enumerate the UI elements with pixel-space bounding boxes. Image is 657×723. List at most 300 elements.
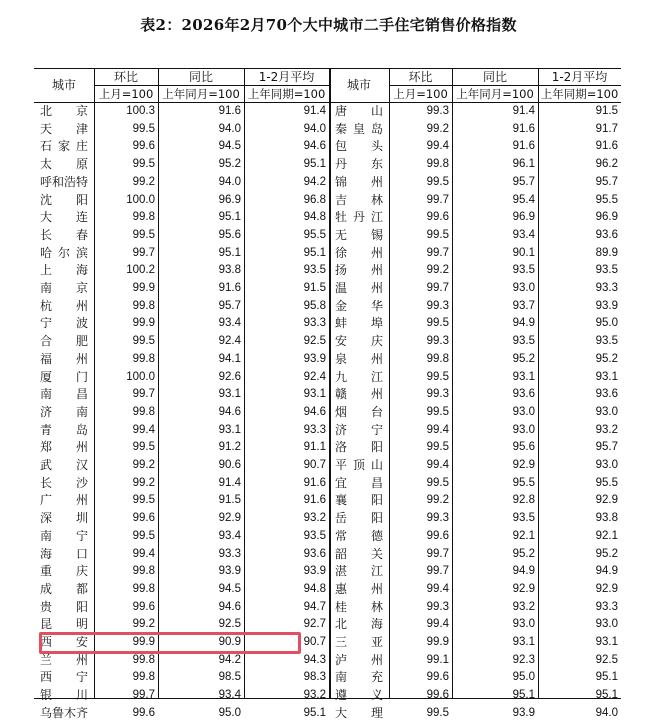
avg-index: 93.6	[303, 547, 326, 560]
mom-index: 99.5	[426, 706, 449, 719]
mom-index: 99.8	[132, 653, 155, 666]
mom-index: 99.6	[132, 512, 155, 525]
yoy-index: 95.1	[218, 211, 241, 224]
yoy-index: 91.6	[218, 282, 241, 294]
avg-index: 95.5	[595, 476, 618, 489]
table-row	[34, 245, 621, 263]
yoy-index: 91.5	[218, 494, 241, 507]
yoy-index: 93.4	[512, 228, 535, 241]
yoy-index: 91.6	[512, 140, 535, 153]
yoy-index: 95.6	[218, 228, 241, 241]
city-name: 重庆	[40, 564, 88, 579]
mom-index: 99.2	[426, 264, 449, 277]
mom-index: 99.8	[132, 299, 155, 312]
mom-index: 99.8	[426, 158, 449, 171]
avg-index: 95.1	[595, 671, 618, 684]
city-name: 大理	[335, 705, 383, 720]
yoy-index: 92.1	[512, 529, 535, 542]
city-name: 常德	[335, 528, 383, 543]
city-name: 石家庄	[40, 139, 88, 154]
yoy-index: 95.7	[218, 299, 241, 312]
yoy-index: 94.5	[218, 582, 241, 595]
avg-index: 93.6	[595, 388, 618, 401]
mom-index: 99.6	[132, 600, 155, 613]
city-name: 牡丹江	[335, 210, 383, 225]
yoy-index: 93.1	[512, 636, 535, 648]
city-name: 西安	[40, 635, 88, 649]
avg-index: 94.0	[303, 122, 326, 135]
mom-index: 99.5	[426, 370, 449, 383]
yoy-index: 93.8	[218, 264, 241, 277]
mom-index: 99.5	[132, 494, 155, 507]
mom-index: 99.9	[426, 636, 449, 648]
city-name: 吉林	[335, 192, 383, 207]
yoy-index: 90.6	[218, 459, 241, 471]
city-name: 桂林	[335, 599, 383, 614]
table-row	[34, 315, 621, 333]
avg-index: 95.2	[595, 547, 618, 560]
city-name: 福州	[40, 351, 88, 366]
mom-index: 99.4	[132, 547, 155, 560]
header-avg: 1-2月平均	[551, 70, 608, 84]
city-name: 北京	[40, 104, 88, 118]
city-name: 大连	[40, 210, 88, 225]
table-row	[34, 138, 621, 156]
avg-index: 92.7	[303, 618, 326, 631]
yoy-index: 93.4	[218, 529, 241, 542]
header-yoy-base: 上年同月=100	[162, 87, 240, 101]
yoy-index: 93.7	[512, 299, 535, 312]
city-name: 九江	[335, 369, 383, 384]
yoy-index: 95.1	[218, 246, 241, 259]
city-name: 成都	[40, 581, 88, 596]
avg-index: 93.9	[303, 565, 326, 578]
yoy-index: 93.2	[512, 600, 535, 613]
mom-index: 99.8	[426, 352, 449, 365]
mom-index: 99.8	[132, 671, 155, 684]
mom-index: 99.8	[132, 405, 155, 418]
avg-index: 91.6	[303, 494, 326, 507]
table-row	[34, 280, 621, 298]
city-name: 南昌	[40, 387, 88, 402]
header-mom-base: 上月=100	[393, 87, 448, 101]
mom-index: 99.5	[132, 529, 155, 542]
city-name: 合肥	[40, 334, 88, 349]
mom-index: 99.2	[426, 494, 449, 507]
table-row	[34, 121, 621, 139]
avg-index: 93.2	[303, 689, 326, 702]
avg-index: 94.7	[303, 600, 326, 613]
city-name: 襄阳	[335, 493, 383, 508]
city-name: 长春	[40, 227, 88, 242]
yoy-index: 93.1	[218, 388, 241, 401]
yoy-index: 92.4	[218, 335, 241, 348]
mom-index: 99.7	[132, 388, 155, 401]
yoy-index: 95.2	[218, 158, 241, 171]
mom-index: 99.4	[426, 618, 449, 631]
avg-index: 91.5	[595, 105, 618, 117]
header-mom: 环比	[408, 70, 433, 84]
city-name: 安庆	[335, 334, 383, 349]
city-name: 泉州	[335, 351, 383, 366]
mom-index: 99.6	[132, 140, 155, 153]
city-name: 蚌埠	[335, 316, 383, 331]
table-row	[34, 369, 621, 387]
yoy-index: 91.4	[218, 476, 241, 489]
mom-index: 99.8	[132, 352, 155, 365]
avg-index: 91.4	[303, 105, 326, 117]
city-name: 徐州	[335, 245, 383, 260]
mom-index: 99.5	[132, 228, 155, 241]
yoy-index: 96.9	[218, 193, 241, 206]
avg-index: 94.2	[303, 175, 326, 188]
avg-index: 95.1	[595, 689, 618, 702]
yoy-index: 93.0	[512, 282, 535, 294]
avg-index: 94.6	[303, 405, 326, 418]
city-name: 南充	[335, 670, 383, 685]
mom-index: 99.4	[426, 140, 449, 153]
avg-index: 95.0	[595, 317, 618, 330]
city-name: 杭州	[40, 298, 88, 313]
mom-index: 99.9	[132, 282, 155, 294]
table-row	[34, 528, 621, 546]
yoy-index: 93.5	[512, 335, 535, 348]
mom-index: 100.0	[126, 193, 155, 206]
city-name: 深圳	[40, 511, 88, 526]
yoy-index: 92.5	[218, 618, 241, 631]
mom-index: 99.4	[132, 423, 155, 436]
mom-index: 99.6	[426, 689, 449, 702]
mom-index: 99.4	[426, 423, 449, 436]
avg-index: 95.7	[595, 441, 618, 454]
avg-index: 92.1	[595, 529, 618, 542]
yoy-index: 94.6	[218, 600, 241, 613]
city-name: 昆明	[40, 617, 88, 632]
city-name: 金华	[335, 298, 383, 313]
table-row	[34, 422, 621, 440]
city-name: 济宁	[335, 422, 383, 437]
city-name: 厦门	[40, 369, 88, 384]
city-name: 扬州	[335, 263, 383, 278]
city-name: 岳阳	[335, 511, 383, 526]
table-row	[34, 510, 621, 528]
city-name: 青岛	[40, 422, 88, 437]
city-name: 温州	[335, 281, 383, 295]
mom-index: 99.5	[132, 441, 155, 454]
mom-index: 99.9	[132, 317, 155, 330]
avg-index: 93.0	[595, 405, 618, 418]
city-name: 太原	[40, 157, 88, 172]
yoy-index: 95.2	[512, 547, 535, 560]
avg-index: 94.8	[303, 582, 326, 595]
avg-index: 94.8	[303, 211, 326, 224]
header-yoy: 同比	[482, 70, 507, 84]
city-name: 烟台	[335, 404, 383, 419]
mom-index: 99.5	[132, 158, 155, 171]
mom-index: 99.2	[132, 476, 155, 489]
avg-index: 91.1	[303, 441, 326, 454]
city-name: 洛阳	[335, 440, 383, 455]
city-name: 宁波	[40, 316, 88, 331]
city-name: 郑州	[40, 440, 88, 455]
mom-index: 99.6	[426, 211, 449, 224]
mom-index: 99.5	[426, 317, 449, 330]
avg-index: 93.8	[595, 512, 618, 525]
table-row	[34, 156, 621, 174]
city-name: 济南	[40, 404, 88, 419]
yoy-index: 93.9	[512, 706, 535, 719]
avg-index: 92.9	[595, 494, 618, 507]
mom-index: 100.3	[126, 105, 155, 117]
mom-index: 99.3	[426, 105, 449, 117]
yoy-index: 92.6	[218, 370, 241, 383]
city-name: 哈尔滨	[40, 245, 88, 260]
mom-index: 99.3	[426, 335, 449, 348]
table-row	[34, 227, 621, 245]
yoy-index: 93.0	[512, 423, 535, 436]
yoy-index: 91.6	[218, 105, 241, 117]
mom-index: 99.5	[132, 335, 155, 348]
mom-index: 99.4	[426, 582, 449, 595]
header-mom-base: 上月=100	[98, 87, 154, 101]
mom-index: 99.8	[132, 565, 155, 578]
header-row-labels-right	[389, 69, 621, 86]
avg-index: 93.5	[595, 335, 618, 348]
avg-index: 92.9	[595, 582, 618, 595]
yoy-index: 96.1	[512, 158, 535, 171]
avg-index: 95.1	[303, 246, 326, 259]
table-row	[34, 563, 621, 581]
avg-index: 95.1	[303, 158, 326, 171]
avg-index: 93.2	[595, 423, 618, 436]
yoy-index: 94.0	[218, 175, 241, 188]
city-name: 西宁	[40, 670, 88, 685]
mom-index: 99.5	[132, 122, 155, 135]
mom-index: 99.5	[426, 405, 449, 418]
city-name: 锦州	[335, 174, 383, 189]
city-name: 海口	[40, 546, 88, 561]
mom-index: 99.2	[426, 122, 449, 135]
yoy-index: 92.9	[512, 582, 535, 595]
avg-index: 96.9	[595, 211, 618, 224]
avg-index: 91.7	[595, 122, 618, 135]
yoy-index: 92.8	[512, 494, 535, 507]
table-row	[34, 581, 621, 599]
avg-index: 93.3	[303, 317, 326, 330]
city-name: 韶关	[335, 546, 383, 561]
mom-index: 99.9	[132, 636, 155, 648]
table-row	[34, 669, 621, 687]
city-name: 上海	[40, 263, 88, 278]
city-name: 无锡	[335, 227, 383, 242]
avg-index: 92.4	[303, 370, 326, 383]
city-name: 丹东	[335, 157, 383, 172]
avg-index: 90.7	[303, 459, 326, 471]
mom-index: 99.7	[132, 246, 155, 259]
city-name: 南宁	[40, 528, 88, 543]
table-row	[34, 404, 621, 422]
yoy-index: 98.5	[218, 671, 241, 684]
mom-index: 99.7	[426, 246, 449, 259]
mom-index: 99.5	[426, 228, 449, 241]
mom-index: 99.8	[132, 211, 155, 224]
yoy-index: 94.5	[218, 140, 241, 153]
city-name: 北海	[335, 617, 383, 632]
city-name: 泸州	[335, 652, 383, 667]
table-row	[34, 333, 621, 351]
mom-index: 99.5	[426, 175, 449, 188]
table-row	[34, 298, 621, 316]
table-row	[34, 687, 621, 705]
table-row	[34, 262, 621, 280]
mom-index: 99.3	[426, 512, 449, 525]
mom-index: 99.7	[426, 565, 449, 578]
mom-index: 99.6	[132, 706, 155, 719]
yoy-index: 94.9	[512, 565, 535, 578]
avg-index: 98.3	[303, 671, 326, 684]
mom-index: 99.7	[426, 547, 449, 560]
mom-index: 99.6	[426, 529, 449, 542]
city-name: 三亚	[335, 635, 383, 649]
table-row	[34, 492, 621, 510]
header-avg-base: 上年同期=100	[540, 87, 619, 101]
mom-index: 99.3	[426, 600, 449, 613]
avg-index: 95.7	[595, 175, 618, 188]
avg-index: 93.0	[595, 618, 618, 631]
table-title: 表2：2026年2月70个大中城市二手住宅销售价格指数	[140, 16, 517, 34]
mom-index: 100.2	[126, 264, 155, 277]
avg-index: 93.1	[303, 388, 326, 401]
yoy-index: 93.0	[512, 618, 535, 631]
table-row	[34, 351, 621, 369]
yoy-index: 95.7	[512, 175, 535, 188]
avg-index: 89.9	[595, 246, 618, 259]
mom-index: 99.1	[426, 653, 449, 666]
yoy-index: 95.2	[512, 352, 535, 365]
yoy-index: 94.1	[218, 352, 241, 365]
mom-index: 99.2	[132, 618, 155, 631]
avg-index: 96.8	[303, 193, 326, 206]
table-row	[34, 457, 621, 475]
avg-index: 93.6	[595, 228, 618, 241]
city-name: 呼和浩特	[40, 174, 89, 189]
avg-index: 93.3	[595, 282, 618, 294]
yoy-index: 93.3	[218, 547, 241, 560]
mom-index: 99.5	[426, 476, 449, 489]
yoy-index: 93.0	[512, 405, 535, 418]
header-yoy-base: 上年同月=100	[456, 87, 534, 101]
yoy-index: 91.2	[218, 441, 241, 454]
yoy-index: 93.6	[512, 388, 535, 401]
header-avg: 1-2月平均	[258, 70, 315, 84]
avg-index: 93.9	[595, 299, 618, 312]
avg-index: 93.5	[303, 529, 326, 542]
avg-index: 93.9	[303, 352, 326, 365]
yoy-index: 93.5	[512, 264, 535, 277]
mom-index: 99.5	[426, 441, 449, 454]
mom-index: 100.0	[126, 370, 155, 383]
avg-index: 94.3	[303, 653, 326, 666]
header-avg-base: 上年同期=100	[247, 87, 326, 101]
yoy-index: 95.5	[512, 476, 535, 489]
table-row	[34, 705, 621, 723]
city-name: 沈阳	[40, 192, 88, 207]
avg-index: 93.3	[303, 423, 326, 436]
yoy-index: 95.0	[218, 706, 241, 719]
mom-index: 99.2	[132, 175, 155, 188]
header-row-bases	[34, 86, 621, 102]
avg-index: 95.8	[303, 299, 326, 312]
avg-index: 92.5	[303, 335, 326, 348]
yoy-index: 91.6	[512, 122, 535, 135]
yoy-index: 95.1	[512, 689, 535, 702]
avg-index: 93.1	[595, 636, 618, 648]
avg-index: 94.0	[595, 706, 618, 719]
city-name: 长沙	[40, 475, 88, 490]
mom-index: 99.7	[426, 282, 449, 294]
mom-index: 99.8	[132, 582, 155, 595]
table-row	[34, 546, 621, 564]
avg-index: 91.5	[303, 282, 326, 294]
city-name: 兰州	[40, 652, 88, 667]
mom-index: 99.6	[426, 671, 449, 684]
avg-index: 94.6	[303, 140, 326, 153]
city-name: 秦皇岛	[335, 121, 383, 136]
yoy-index: 96.9	[512, 211, 535, 224]
avg-index: 95.1	[303, 706, 326, 719]
avg-index: 91.6	[303, 476, 326, 489]
highlight-box	[39, 632, 301, 654]
avg-index: 93.5	[303, 264, 326, 277]
yoy-index: 93.4	[218, 317, 241, 330]
yoy-index: 93.9	[218, 565, 241, 578]
yoy-index: 94.0	[218, 122, 241, 135]
yoy-index: 94.9	[512, 317, 535, 330]
avg-index: 93.1	[595, 370, 618, 383]
avg-index: 94.9	[595, 565, 618, 578]
table-row	[34, 209, 621, 227]
avg-index: 92.5	[595, 653, 618, 666]
avg-index: 90.7	[303, 636, 326, 648]
yoy-index: 95.0	[512, 671, 535, 684]
avg-index: 93.2	[303, 512, 326, 525]
header-row-labels	[94, 69, 329, 86]
city-name: 乌鲁木齐	[40, 705, 89, 720]
mom-index: 99.7	[132, 689, 155, 702]
yoy-index: 95.6	[512, 441, 535, 454]
city-name: 宜昌	[335, 475, 383, 490]
mom-index: 99.4	[426, 459, 449, 471]
mom-index: 99.3	[426, 299, 449, 312]
city-name: 遵义	[335, 688, 383, 703]
yoy-index: 93.1	[218, 423, 241, 436]
city-name: 武汉	[40, 458, 88, 472]
header-mom: 环比	[113, 70, 138, 84]
table-row	[34, 192, 621, 210]
header-city: 城市	[51, 78, 76, 92]
city-name: 赣州	[335, 387, 383, 402]
yoy-index: 92.9	[512, 459, 535, 471]
yoy-index: 92.3	[512, 653, 535, 666]
table-row	[34, 439, 621, 457]
table-row	[34, 652, 621, 670]
yoy-index: 92.9	[218, 512, 241, 525]
yoy-index: 90.1	[512, 246, 535, 259]
mom-index: 99.7	[426, 193, 449, 206]
table-row	[34, 386, 621, 404]
avg-index: 95.2	[595, 352, 618, 365]
avg-index: 96.2	[595, 158, 618, 171]
